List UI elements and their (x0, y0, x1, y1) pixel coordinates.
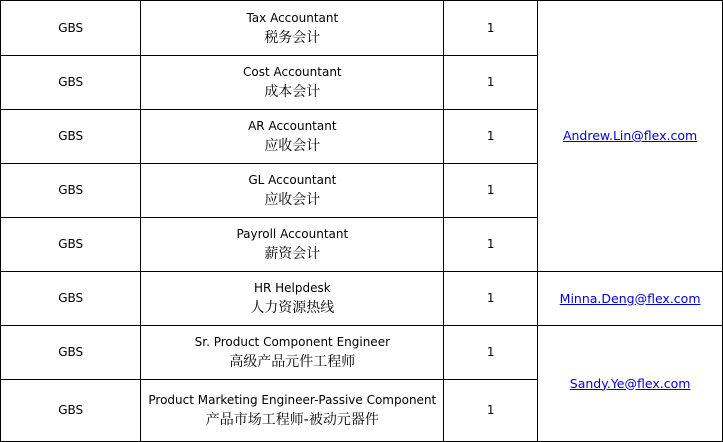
title-en: Cost Accountant (243, 65, 342, 79)
title-cell (141, 1, 444, 56)
title-zh: 应收会计 (264, 192, 321, 208)
count-cell: 1 (444, 272, 538, 326)
count-cell: 1 (444, 56, 538, 110)
title-cell (141, 218, 444, 272)
contact-cell (538, 272, 723, 326)
contact-cell (538, 326, 723, 442)
title-en: Product Marketing Engineer-Passive Component (148, 393, 437, 407)
dept-cell: GBS (1, 272, 141, 326)
dept-cell: GBS (1, 164, 141, 218)
table-row (1, 1, 723, 56)
count-cell: 1 (444, 326, 538, 380)
count-cell: 1 (444, 380, 538, 442)
title-zh: 成本会计 (264, 84, 321, 100)
title-cell (141, 110, 444, 164)
email-link[interactable]: Sandy.Ye@flex.com (569, 375, 691, 391)
email-link[interactable]: Andrew.Lin@flex.com (562, 128, 698, 143)
title-en: Payroll Accountant (236, 227, 349, 241)
title-zh: 税务会计 (264, 29, 321, 46)
table-row (1, 272, 723, 326)
title-en: Sr. Product Component Engineer (194, 335, 391, 349)
dept-cell: GBS (1, 218, 141, 272)
dept-cell: GBS (1, 326, 141, 380)
title-en: Tax Accountant (246, 10, 339, 25)
title-en: AR Accountant (248, 119, 337, 133)
title-en: HR Helpdesk (253, 281, 331, 295)
title-cell (141, 326, 444, 380)
title-cell (141, 164, 444, 218)
title-zh: 高级产品元件工程师 (229, 354, 356, 370)
dept-cell: GBS (1, 110, 141, 164)
title-zh: 应收会计 (264, 138, 321, 154)
dept-cell: GBS (1, 56, 141, 110)
table-row (1, 326, 723, 380)
count-cell: 1 (444, 164, 538, 218)
title-cell (141, 380, 444, 442)
title-en: GL Accountant (248, 173, 337, 187)
title-zh: 产品市场工程师-被动元器件 (205, 412, 379, 428)
title-cell (141, 272, 444, 326)
email-link[interactable]: Minna.Deng@flex.com (559, 290, 701, 306)
count-cell: 1 (444, 1, 538, 56)
count-cell: 1 (444, 110, 538, 164)
dept-cell: GBS (1, 1, 141, 56)
dept-cell: GBS (1, 380, 141, 442)
title-zh: 薪资会计 (264, 246, 321, 262)
count-cell: 1 (444, 218, 538, 272)
title-zh: 人力资源热线 (250, 300, 335, 316)
title-cell (141, 56, 444, 110)
contact-cell (538, 1, 723, 272)
